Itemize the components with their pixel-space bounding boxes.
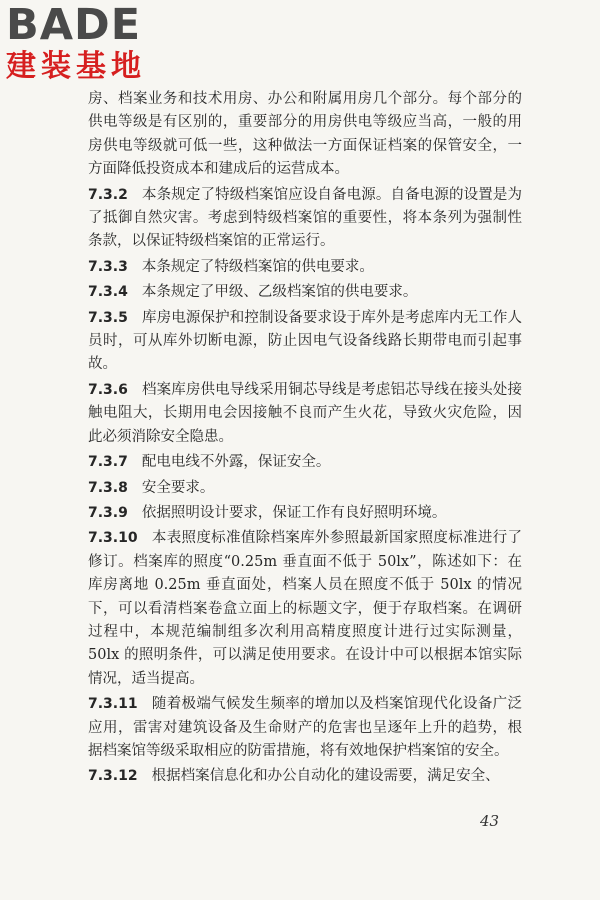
clause-number: 7.3.5 xyxy=(88,309,128,326)
clause-paragraph xyxy=(88,502,522,525)
clause-number: 7.3.6 xyxy=(88,381,128,398)
clause-paragraph xyxy=(88,477,522,500)
logo-wordmark: BADE xyxy=(6,0,142,50)
bade-logo xyxy=(6,2,181,86)
clause-text: 档案库房供电导线采用铜芯导线是考虑铝芯导线在接头处接触电阻大，长期用电会因接触不良而产生火花，导致火灾危险，因此必须消除安全隐患。 xyxy=(88,381,522,445)
clause-paragraph xyxy=(88,693,522,763)
document-body xyxy=(88,88,522,791)
clause-text: 依据照明设计要求，保证工作有良好照明环境。 xyxy=(141,504,447,521)
clause-paragraph xyxy=(88,451,522,474)
clause-text: 配电电线不外露，保证安全。 xyxy=(141,454,331,471)
clause-number: 7.3.4 xyxy=(88,284,128,301)
clause-text: 库房电源保护和控制设备要求设于库外是考虑库内无工作人员时，可从库外切断电源，防止因电气设备线路长期带电而引起事故。 xyxy=(88,309,522,373)
logo-subtitle: 建装基地 xyxy=(6,49,146,84)
page-number: 43 xyxy=(480,812,500,830)
clause-number: 7.3.11 xyxy=(88,696,138,713)
clause-paragraph xyxy=(88,256,522,279)
clause-text: 本条规定了特级档案馆的供电要求。 xyxy=(141,258,374,275)
clause-number: 7.3.3 xyxy=(88,258,128,275)
clause-paragraph xyxy=(88,88,522,182)
clause-paragraph xyxy=(88,765,522,788)
clause-text: 随着极端气候发生频率的增加以及档案馆现代化设备广泛应用，雷害对建筑设备及生命财产的危害也呈逐年上升的趋势，根据档案馆等级采取相应的防雷措施，将有效地保护档案馆的安全。 xyxy=(88,696,522,759)
clause-text: 本条规定了甲级、乙级档案馆的供电要求。 xyxy=(141,284,418,301)
clause-paragraph xyxy=(88,184,522,254)
clause-number: 7.3.2 xyxy=(88,186,128,203)
clause-number: 7.3.10 xyxy=(88,530,138,547)
clause-number: 7.3.12 xyxy=(88,768,138,785)
clause-text: 本表照度标准值除档案库外参照最新国家照度标准进行了修订。档案库的照度“0.25m 垂直面不低于 50lx”，陈述如下：在库房离地 0.25m 垂直面处，档案人员在照度不低于 50lx 的情况下，可以看清档案卷盒立面上的标题文字，便于存取档案。在调研过程中，本规范编制组多次利用高精度照度计进行过实际测量，50lx 的照明条件，可以满足使用要求。在设计中可以根据本馆实际情况，适当提高。 xyxy=(88,530,522,687)
clause-text: 房、档案业务和技术用房、办公和附属用房几个部分。每个部分的供电等级是有区别的，重要部分的用房供电等级应当高，一般的用房供电等级就可低一些，这种做法一方面保证档案的保管安全，一方面降低投资成本和建成后的运营成本。 xyxy=(88,91,522,178)
clause-number: 7.3.9 xyxy=(88,504,128,521)
clause-paragraph xyxy=(88,307,522,377)
clause-text: 根据档案信息化和办公自动化的建设需要，满足安全、 xyxy=(151,768,500,785)
clause-number: 7.3.8 xyxy=(88,479,128,496)
clause-paragraph xyxy=(88,527,522,691)
clause-paragraph xyxy=(88,281,522,304)
clause-paragraph xyxy=(88,379,522,449)
clause-number: 7.3.7 xyxy=(88,454,128,471)
clause-text: 本条规定了特级档案馆应设自备电源。自备电源的设置是为了抵御自然灾害。考虑到特级档案馆的重要性，将本条列为强制性条款，以保证特级档案馆的正常运行。 xyxy=(88,186,522,250)
clause-text: 安全要求。 xyxy=(141,479,215,496)
